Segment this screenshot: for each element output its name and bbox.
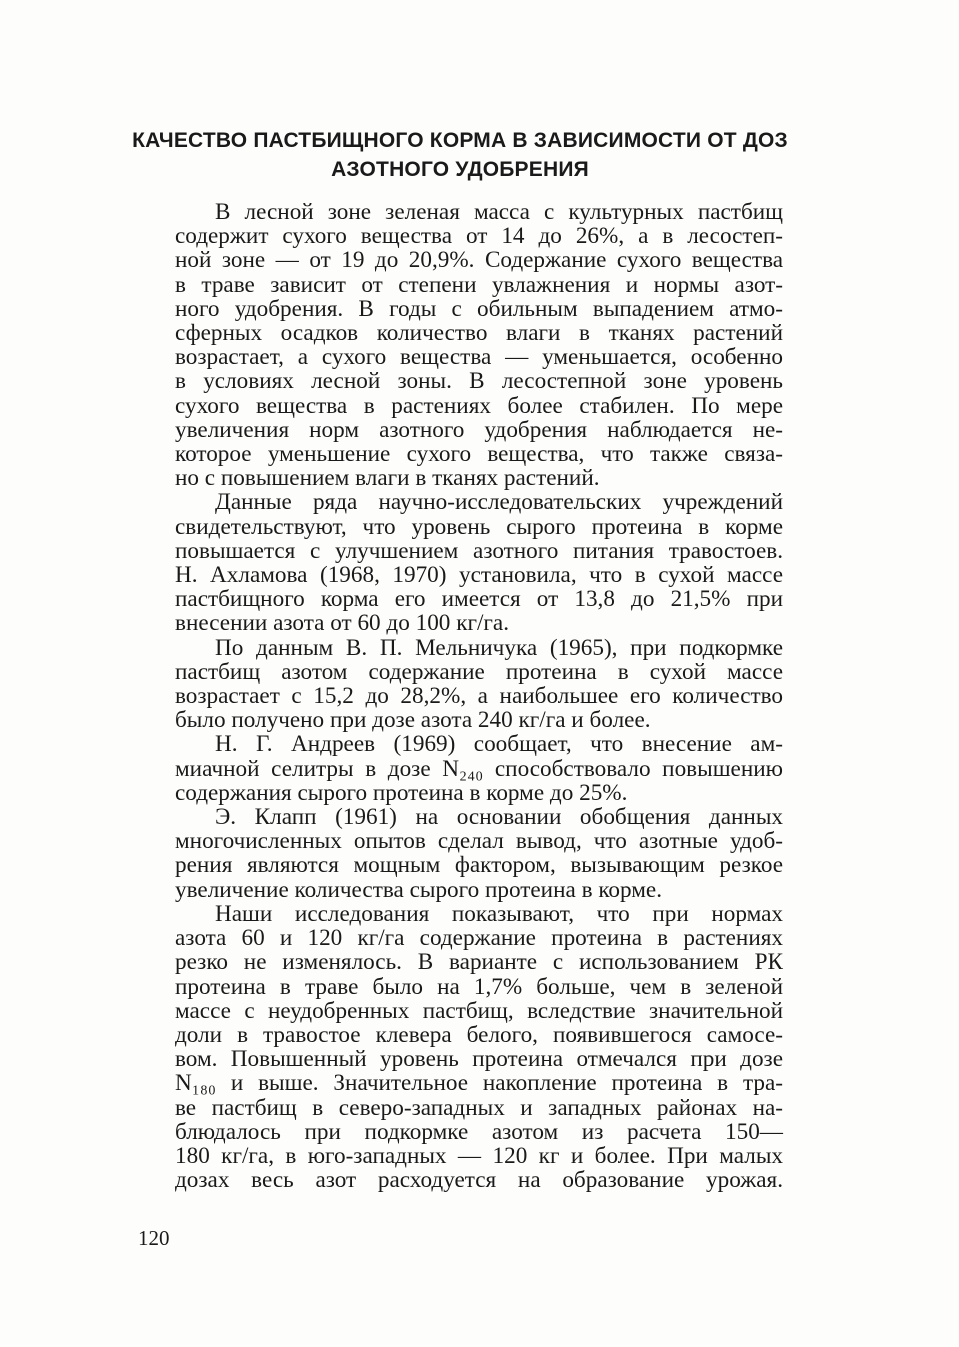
text-line: ной зоне — от 19 до 20,9%. Содержание сухого вещества bbox=[175, 247, 783, 274]
text-line: возрастает, а сухого вещества — уменьшается, особенно bbox=[175, 344, 783, 371]
text-line: сферных осадков количество влаги в тканях растений bbox=[175, 320, 783, 347]
text-line: В лесной зоне зеленая масса с культурных пастбищ bbox=[215, 199, 783, 225]
text-line: доли в травостое клевера белого, появившегося самосе- bbox=[175, 1021, 783, 1048]
page-number: 120 bbox=[138, 1226, 170, 1250]
paragraph-6 bbox=[135, 902, 783, 1192]
text-line: ве пастбищ в северо-западных и западных районах на- bbox=[175, 1094, 783, 1121]
text-line: увеличения норм азотного удобрения наблюдается не- bbox=[175, 416, 783, 443]
text-line: увеличение количества сырого протеина в корме. bbox=[175, 876, 663, 903]
text-line: резко не изменялось. В варианте с использованием РК bbox=[175, 949, 783, 976]
chapter-title bbox=[130, 126, 790, 184]
text-line: протеина в траве было на 1,7% больше, чем в зеленой bbox=[175, 973, 783, 1000]
text-line: Данные ряда научно-исследовательских учреждений bbox=[215, 489, 783, 516]
text-line: ного удобрения. В годы с обильным выпадением атмо- bbox=[175, 295, 783, 322]
text-line: массе с неудобренных пастбищ, вследствие значительной bbox=[175, 997, 783, 1024]
body-text bbox=[135, 200, 783, 1192]
text-line: сухого вещества в растениях более стабилен. По мере bbox=[175, 392, 783, 419]
text-line: повышается с улучшением азотного питания травостоев. bbox=[175, 537, 783, 564]
text-line: пастбищ азотом содержание протеина в сухой массе bbox=[175, 658, 783, 685]
text-line: рения являются мощным фактором, вызывающим резкое bbox=[175, 852, 783, 879]
chapter-title-line-1: КАЧЕСТВО ПАСТБИЩНОГО КОРМА В ЗАВИСИМОСТИ ОТ ДОЗ bbox=[132, 129, 788, 152]
text-line: вом. Повышенный уровень протеина отмечался при дозе bbox=[175, 1046, 783, 1073]
text-line: в условиях лесной зоны. В лесостепной зоне уровень bbox=[175, 368, 783, 395]
text-line: Н. Ахламова (1968, 1970) установила, что в сухой массе bbox=[175, 562, 783, 589]
text-line: содержания сырого протеина в корме до 25%. bbox=[175, 779, 628, 806]
text-line: 180 кг/га, в юго-западных — 120 кг и более. При малых bbox=[175, 1142, 783, 1169]
text-line: в траве зависит от степени увлажнения и нормы азот- bbox=[175, 271, 783, 298]
text-line: содержит сухого вещества от 14 до 26%, а в лесостеп- bbox=[175, 223, 783, 250]
text-line: дозах весь азот расходуется на образование урожая. bbox=[175, 1167, 783, 1194]
paragraph-5 bbox=[135, 805, 783, 902]
text-line: было получено при дозе азота 240 кг/га и более. bbox=[175, 707, 651, 734]
paragraph-3 bbox=[135, 636, 783, 733]
text-line: миачной селитры в дозе N₂₄₀ способствовало повышению bbox=[175, 755, 783, 782]
paragraph-2 bbox=[135, 490, 783, 635]
paragraph-1 bbox=[135, 200, 783, 490]
text-line: свидетельствуют, что уровень сырого протеина в корме bbox=[175, 513, 783, 540]
text-line: азота 60 и 120 кг/га содержание протеина в растениях bbox=[175, 925, 783, 952]
text-line: многочисленных опытов сделал вывод, что азотные удоб- bbox=[175, 828, 783, 855]
text-line: внесении азота от 60 до 100 кг/га. bbox=[175, 610, 510, 637]
text-line: Э. Клапп (1961) на основании обобщения данных bbox=[215, 804, 783, 831]
text-line: которое уменьшение сухого вещества, что также связа- bbox=[175, 441, 783, 468]
chapter-title-line-2: АЗОТНОГО УДОБРЕНИЯ bbox=[331, 158, 589, 181]
text-line: По данным В. П. Мельничука (1965), при подкормке bbox=[215, 634, 783, 661]
text-line: Н. Г. Андреев (1969) сообщает, что внесение ам- bbox=[215, 731, 783, 758]
text-line: Наши исследования показывают, что при нормах bbox=[215, 900, 783, 927]
text-line: блюдалось при подкормке азотом из расчета 150— bbox=[175, 1118, 783, 1145]
text-line: но с повышением влаги в тканях растений. bbox=[175, 465, 600, 492]
text-line: N₁₈₀ и выше. Значительное накопление протеина в тра- bbox=[175, 1070, 783, 1097]
text-line: пастбищного корма его имеется от 13,8 до 21,5% при bbox=[175, 586, 783, 613]
text-line: возрастает с 15,2 до 28,2%, а наибольшее его количество bbox=[175, 683, 783, 710]
paragraph-4 bbox=[135, 732, 783, 805]
